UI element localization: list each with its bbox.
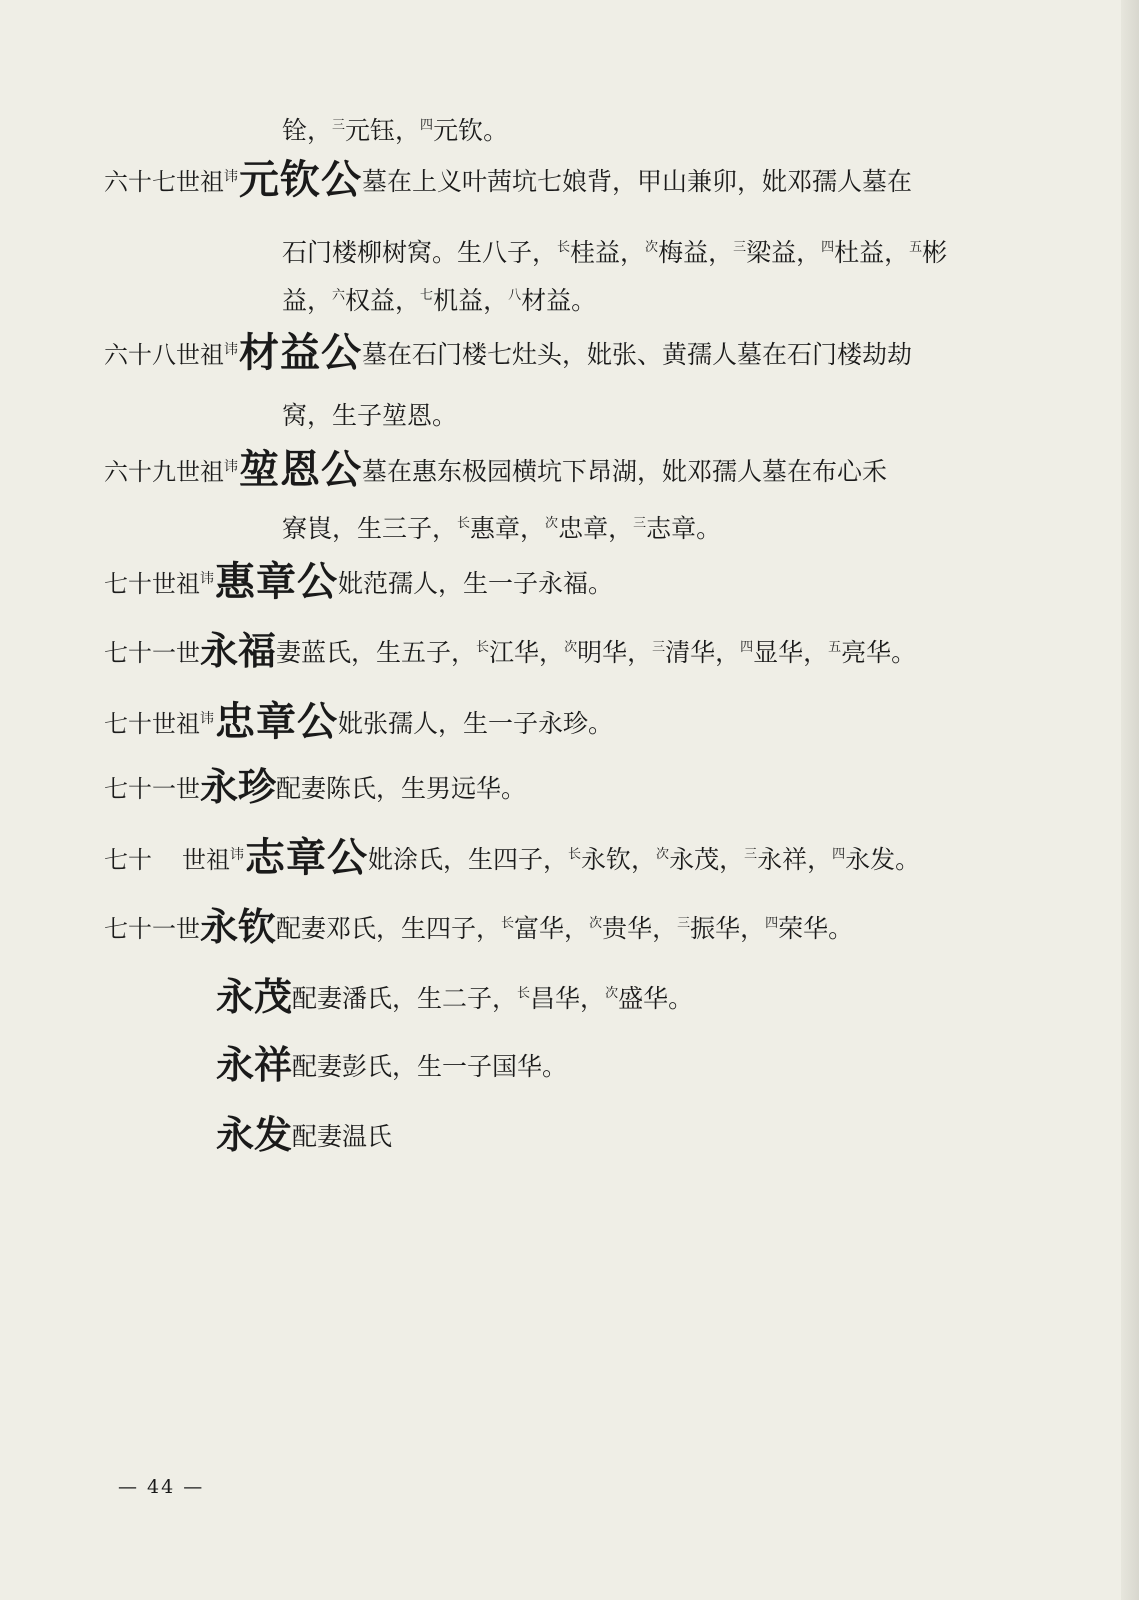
entry-line xyxy=(104,446,888,493)
ordinal-mark: 三 xyxy=(677,916,691,931)
ordinal-mark: 次 xyxy=(545,516,559,531)
ordinal-mark: 长 xyxy=(476,640,490,655)
ancestor-name: 堃恩公 xyxy=(239,446,362,493)
text: 昌华， xyxy=(530,984,606,1013)
entry-line xyxy=(104,628,917,673)
page-number: — 44 — xyxy=(118,1476,205,1498)
text-line xyxy=(282,288,596,313)
text: 机益， xyxy=(433,286,509,315)
ordinal-mark: 长 xyxy=(568,847,582,862)
ordinal-mark: 四 xyxy=(420,118,434,133)
text: 显华， xyxy=(753,638,829,667)
entry-text: 配妻温氏 xyxy=(292,1122,393,1151)
person-name: 永茂 xyxy=(216,974,293,1019)
ordinal-mark: 四 xyxy=(740,640,754,655)
text: 志章。 xyxy=(646,514,722,543)
text: 永祥， xyxy=(757,845,833,874)
entry-text: 配妻彭氏，生一子国华。 xyxy=(292,1052,568,1081)
text: 益， xyxy=(282,286,333,315)
entry-line xyxy=(104,904,854,949)
text: 元钰， xyxy=(345,116,421,145)
text: 配妻邓氏，生四子， xyxy=(276,914,502,943)
hui-mark: 讳 xyxy=(200,711,214,727)
text: 振华， xyxy=(690,914,766,943)
generation-label: 七十一世 xyxy=(104,775,200,803)
text: 富华， xyxy=(514,914,590,943)
text: 元钦。 xyxy=(433,116,509,145)
text: 荣华。 xyxy=(778,914,854,943)
text: 材益。 xyxy=(521,286,597,315)
generation-label: 世祖 xyxy=(182,846,230,874)
ordinal-mark: 八 xyxy=(508,288,522,303)
ordinal-mark: 四 xyxy=(821,240,835,255)
text: 梅益， xyxy=(658,238,734,267)
ordinal-mark: 长 xyxy=(557,240,571,255)
entry-line xyxy=(104,558,614,605)
entry-line xyxy=(104,764,527,809)
entry-line xyxy=(104,156,913,203)
ordinal-mark: 三 xyxy=(633,516,647,531)
ordinal-mark: 次 xyxy=(564,640,578,655)
ordinal-mark: 长 xyxy=(501,916,515,931)
text: 清华， xyxy=(665,638,741,667)
generation-label: 七十世祖 xyxy=(104,570,200,598)
text: 贵华， xyxy=(602,914,678,943)
text: 妻蓝氏，生五子， xyxy=(276,638,477,667)
entry-line xyxy=(104,329,913,376)
generation-label: 七十一世 xyxy=(104,639,200,667)
ordinal-mark: 三 xyxy=(744,847,758,862)
ordinal-mark: 长 xyxy=(457,516,471,531)
generation-label: 六十八世祖 xyxy=(104,341,224,369)
person-name: 永祥 xyxy=(216,1042,293,1087)
ordinal-mark: 次 xyxy=(589,916,603,931)
text: 明华， xyxy=(577,638,653,667)
ordinal-mark: 五 xyxy=(909,240,923,255)
entry-line xyxy=(216,1112,393,1157)
ordinal-mark: 长 xyxy=(517,986,531,1001)
text-line xyxy=(282,516,721,541)
text: 亮华。 xyxy=(841,638,917,667)
text: 配妻潘氏，生二子， xyxy=(292,984,518,1013)
hui-mark: 讳 xyxy=(230,847,244,863)
ancestor-name: 忠章公 xyxy=(215,698,338,745)
text: 永钦， xyxy=(581,845,657,874)
text: 杜益， xyxy=(834,238,910,267)
ordinal-mark: 五 xyxy=(828,640,842,655)
ordinal-mark: 四 xyxy=(765,916,779,931)
text: 江华， xyxy=(489,638,565,667)
text: 铨， xyxy=(282,116,333,145)
ordinal-mark: 次 xyxy=(645,240,659,255)
text: 盛华。 xyxy=(618,984,694,1013)
entry-line xyxy=(216,974,694,1019)
text-line xyxy=(282,240,947,265)
ancestor-name: 元钦公 xyxy=(239,156,362,203)
text: 权益， xyxy=(345,286,421,315)
text: 永发。 xyxy=(845,845,921,874)
entry-text: 配妻陈氏，生男远华。 xyxy=(276,774,527,803)
entry-text: 妣张孺人，生一子永珍。 xyxy=(338,709,614,738)
text: 忠章， xyxy=(558,514,634,543)
ordinal-mark: 七 xyxy=(420,288,434,303)
ordinal-mark: 三 xyxy=(733,240,747,255)
hui-mark: 讳 xyxy=(224,342,238,358)
hui-mark: 讳 xyxy=(200,571,214,587)
ancestor-name: 惠章公 xyxy=(215,558,338,605)
entry-line xyxy=(104,834,921,881)
ordinal-mark: 三 xyxy=(332,118,346,133)
entry-line xyxy=(104,698,614,745)
text-line xyxy=(282,118,508,143)
text: 桂益， xyxy=(570,238,646,267)
generation-label: 七十一世 xyxy=(104,915,200,943)
person-name: 永发 xyxy=(216,1112,293,1157)
ancestor-name: 志章公 xyxy=(245,834,368,881)
page-edge-shadow xyxy=(1121,0,1139,1600)
person-name: 永福 xyxy=(200,628,277,673)
text: 石门楼柳树窝。生八子， xyxy=(282,238,558,267)
entry-line xyxy=(216,1042,568,1087)
generation-label: 六十七世祖 xyxy=(104,168,224,196)
ordinal-mark: 四 xyxy=(832,847,846,862)
generation-label: 六十九世祖 xyxy=(104,458,224,486)
text: 窝，生子堃恩。 xyxy=(282,401,458,430)
person-name: 永珍 xyxy=(200,764,277,809)
entry-text: 墓在石门楼七灶头，妣张、黄孺人墓在石门楼劫劫 xyxy=(362,340,913,369)
entry-text: 墓在惠东极园横坑下昂湖，妣邓孺人墓在布心禾 xyxy=(362,457,888,486)
generation-label: 七十 xyxy=(104,846,152,874)
hui-mark: 讳 xyxy=(224,459,238,475)
ordinal-mark: 次 xyxy=(656,847,670,862)
text: 寮崀，生三子， xyxy=(282,514,458,543)
text-line xyxy=(282,403,457,428)
text: 惠章， xyxy=(470,514,546,543)
ordinal-mark: 三 xyxy=(652,640,666,655)
person-name: 永钦 xyxy=(200,904,277,949)
text: 妣涂氏，生四子， xyxy=(368,845,569,874)
ordinal-mark: 六 xyxy=(332,288,346,303)
text: 梁益， xyxy=(746,238,822,267)
text: 永茂， xyxy=(669,845,745,874)
entry-text: 妣范孺人，生一子永福。 xyxy=(338,569,614,598)
text: 彬 xyxy=(922,238,948,267)
ordinal-mark: 次 xyxy=(605,986,619,1001)
ancestor-name: 材益公 xyxy=(239,329,362,376)
generation-label: 七十世祖 xyxy=(104,710,200,738)
hui-mark: 讳 xyxy=(224,169,238,185)
entry-text: 墓在上义叶茜坑七娘背，甲山兼卯，妣邓孺人墓在 xyxy=(362,167,913,196)
